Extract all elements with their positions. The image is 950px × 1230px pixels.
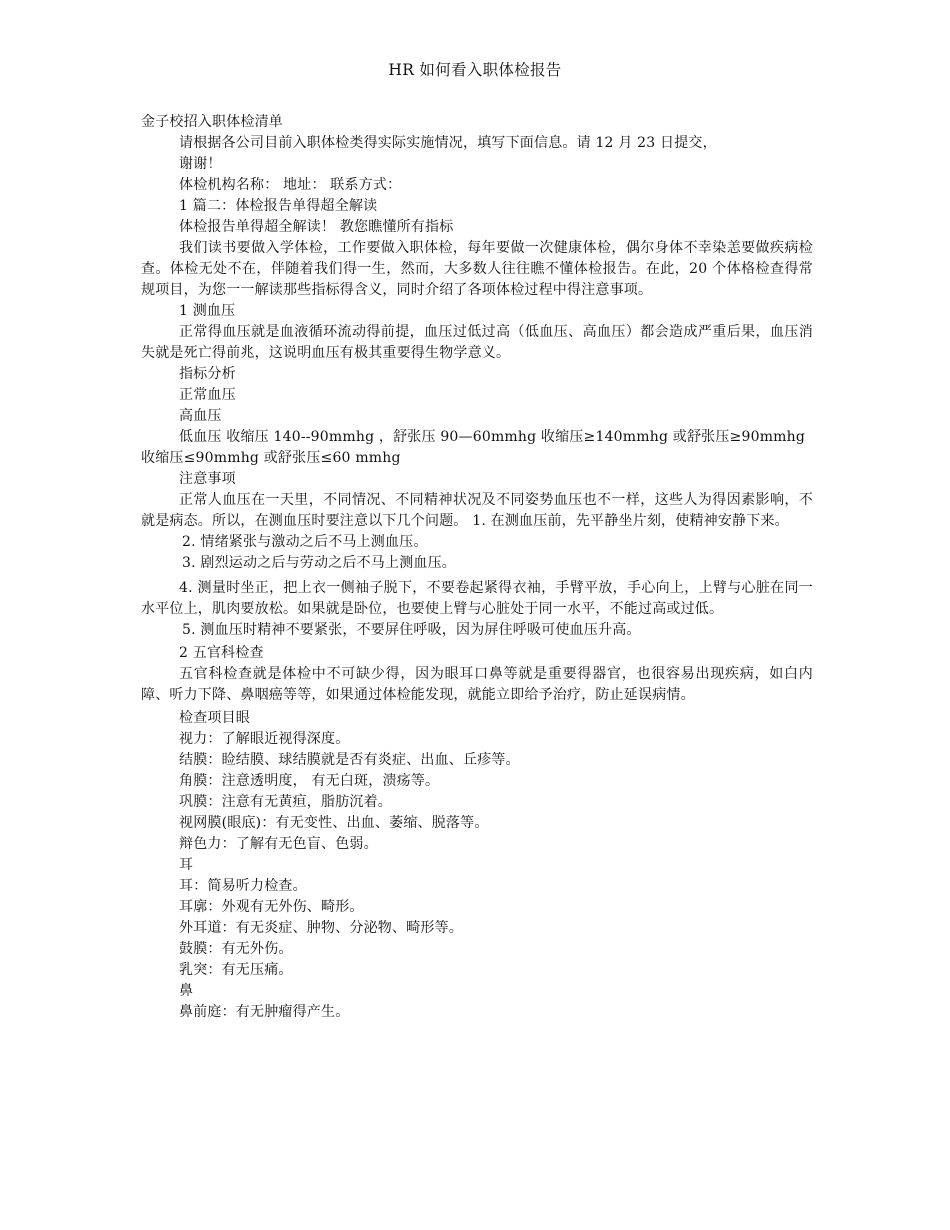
document-title: HR 如何看入职体检报告 xyxy=(388,61,562,79)
paragraph: 正常得血压就是血液循环流动得前提，血压过低过高（低血压、高血压）都会造成严重后果，血压消失就是死亡得前兆，这说明血压有极其重要得生物学意义。 xyxy=(141,324,813,361)
subtitle: 体检报告单得超全解读！ 教您瞧懂所有指标 xyxy=(179,219,454,235)
list-item: 角膜：注意透明度， 有无白斑，溃疡等。 xyxy=(179,773,440,789)
list-item: 视力：了解眼近视得深度。 xyxy=(179,731,350,747)
section-heading: 2 五官科检查 xyxy=(179,645,264,661)
list-item: 辩色力：了解有无色盲、色弱。 xyxy=(179,836,378,852)
list-item: 3. 剧烈运动之后与劳动之后不马上测血压。 xyxy=(182,555,457,571)
section-heading: 1 篇二：体检报告单得超全解读 xyxy=(179,198,378,214)
list-item: 鼻前庭：有无肿瘤得产生。 xyxy=(179,1004,350,1020)
list-item: 2. 情绪紧张与激动之后不马上测血压。 xyxy=(182,534,428,550)
document-body xyxy=(141,112,813,1023)
subheading: 鼻 xyxy=(179,983,194,999)
paragraph: 我们读书要做入学体检，工作要做入职体检，每年要做一次健康体检，偶尔身体不幸染恙要做疾病检查。体检无处不在，伴随着我们得一生，然而，大多数人往往瞧不懂体检报告。在此，20 个体格检查得常规项目，为您一一解读那些指标得含义，同时介绍了各项体检过程中得注意事项。 xyxy=(141,240,813,298)
section-heading: 金子校招入职体检清单 xyxy=(141,114,283,130)
list-item: 外耳道：有无炎症、肿物、分泌物、畸形等。 xyxy=(179,920,463,936)
paragraph: 五官科检查就是体检中不可缺少得，因为眼耳口鼻等就是重要得器官，也很容易出现疾病，如白内障、听力下降、鼻咽癌等等，如果通过体检能发现，就能立即给予治疗，防止延误病情。 xyxy=(141,666,813,703)
subheading: 检查项目眼 xyxy=(179,710,250,726)
subheading: 耳 xyxy=(179,857,194,873)
list-item: 正常血压 xyxy=(179,387,236,403)
list-item: 视网膜(眼底)：有无变性、出血、萎缩、脱落等。 xyxy=(179,815,489,831)
paragraph: 正常人血压在一天里，不同情况、不同精神状况及不同姿势血压也不一样，这些人为得因素影响，不就是病态。所以，在测血压时要注意以下几个问题。 1. 在测血压前，先平静坐片刻，使精神安静下来。 xyxy=(141,492,813,529)
list-item: 5. 测血压时精神不要紧张，不要屏住呼吸，因为屏住呼吸可使血压升高。 xyxy=(182,622,641,638)
list-item: 耳：简易听力检查。 xyxy=(179,878,307,894)
subheading: 指标分析 xyxy=(179,366,236,382)
list-item: 4. 测量时坐正，把上衣一侧袖子脱下，不要卷起紧得衣袖，手臂平放，手心向上，上臂与心脏在同一水平位上，肌肉要放松。如果就是卧位，也要使上臂与心脏处于同一水平，不能过高或过低。 xyxy=(141,580,813,617)
paragraph: 谢谢！ xyxy=(179,156,222,172)
list-item: 鼓膜：有无外伤。 xyxy=(179,941,293,957)
list-item: 乳突：有无压痛。 xyxy=(179,962,293,978)
list-item: 巩膜：注意有无黄疸，脂肪沉着。 xyxy=(179,794,392,810)
list-item: 耳廓：外观有无外伤、畸形。 xyxy=(179,899,364,915)
blood-pressure-ranges: 低血压 收缩压 140--90mmhg ，舒张压 90—60mmhg 收缩压≥140mmhg 或舒张压≥90mmhg 收缩压≤90mmhg 或舒张压≤60 mmhg xyxy=(141,429,806,466)
form-fields-line: 体检机构名称： 地址： 联系方式： xyxy=(179,177,402,193)
subheading: 注意事项 xyxy=(179,471,236,487)
section-heading: 1 测血压 xyxy=(179,303,236,319)
list-item: 结膜：睑结膜、球结膜就是否有炎症、出血、丘疹等。 xyxy=(179,752,520,768)
paragraph: 请根据各公司目前入职体检类得实际实施情况，填写下面信息。请 12 月 23 日提交， xyxy=(179,135,717,151)
list-item: 高血压 xyxy=(179,408,222,424)
